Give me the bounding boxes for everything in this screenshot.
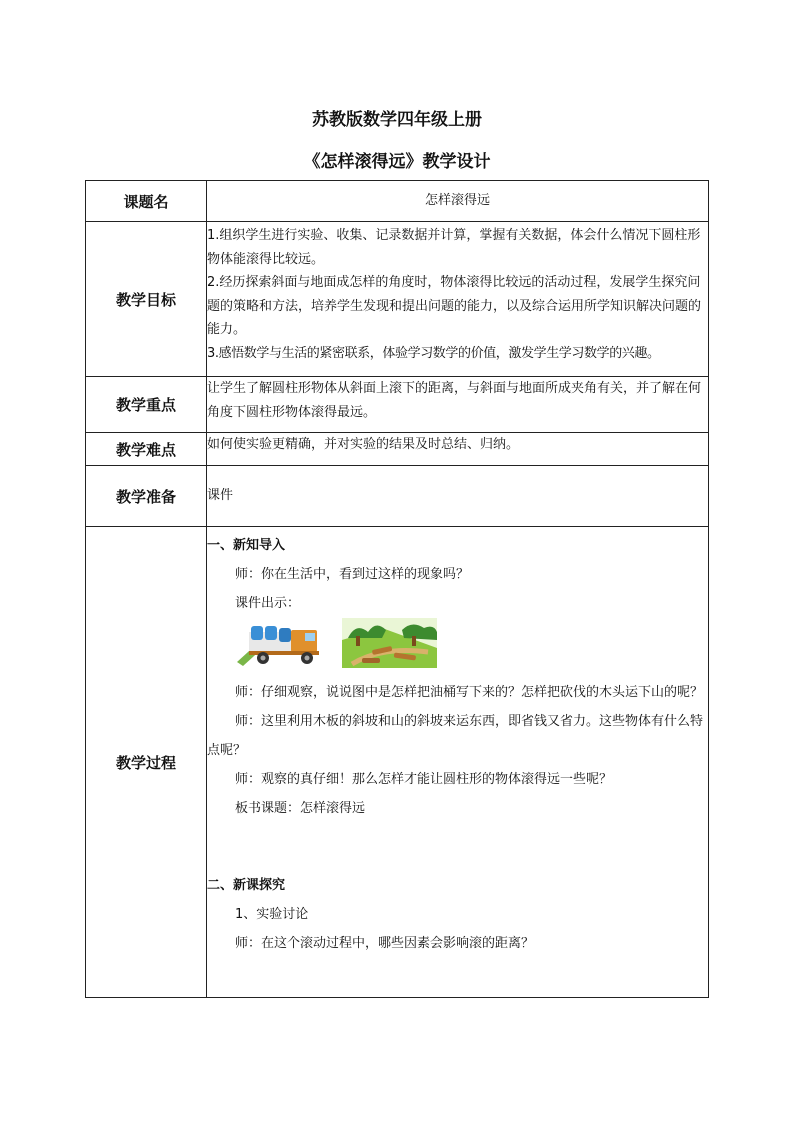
document-title: 苏教版数学四年级上册 [312, 110, 482, 130]
key-points-value: 让学生了解圆柱形物体从斜面上滚下的距离，与斜面与地面所成夹角有关，并了解在何角度下圆柱形物体滚得最远。 [207, 377, 709, 433]
document-subtitle: 《怎样滚得远》教学设计 [303, 152, 491, 172]
key-points-label: 教学重点 [86, 377, 207, 433]
topic-label: 课题名 [86, 181, 207, 222]
process-line: 1、实验讨论 [235, 907, 309, 922]
process-line: 课件出示： [235, 596, 301, 611]
truck-unloading-barrels-image [235, 618, 330, 668]
process-paragraph: 师：这里利用木板的斜坡和山的斜坡来运东西，即省钱又省力。这些物体有什么特点呢？ [207, 714, 704, 758]
table-row [86, 527, 709, 998]
difficulties-label: 教学难点 [86, 433, 207, 466]
process-content [207, 527, 709, 998]
objectives-label: 教学目标 [86, 222, 207, 377]
lesson-plan-table [85, 180, 709, 998]
section-heading: 二、新课探究 [207, 878, 286, 893]
objective-item: 2.经历探索斜面与地面成怎样的角度时，物体滚得比较远的活动过程，发展学生探究问题的策略和方法，培养学生发现和提出问题的能力，以及综合运用所学知识解决问题的能力。 [207, 275, 702, 337]
preparation-label: 教学准备 [86, 466, 207, 527]
process-paragraph: 师：仔细观察，说说图中是怎样把油桶写下来的？怎样把砍伐的木头运下山的呢？ [235, 685, 704, 700]
objective-item: 3.感悟数学与生活的紧密联系，体验学习数学的价值，激发学生学习数学的兴趣。 [207, 345, 660, 361]
objective-item: 1.组织学生进行实验、收集、记录数据并计算，掌握有关数据，体会什么情况下圆柱形物体能滚得比较远。 [207, 228, 701, 267]
process-line: 师：观察的真仔细！那么怎样才能让圆柱形的物体滚得远一些呢？ [235, 772, 613, 787]
table-row [86, 222, 709, 377]
spacer [207, 823, 708, 871]
process-label: 教学过程 [86, 527, 207, 998]
objectives-content [207, 222, 709, 377]
preparation-value: 课件 [207, 466, 709, 527]
process-line: 师：在这个滚动过程中，哪些因素会影响滚的距离？ [235, 936, 535, 951]
courseware-images [207, 618, 708, 678]
table-row [86, 377, 709, 433]
table-row [86, 433, 709, 466]
table-row [86, 181, 709, 222]
process-line: 师：你在生活中，看到过这样的现象吗？ [235, 567, 470, 582]
topic-value: 怎样滚得远 [207, 181, 709, 222]
section-heading: 一、新知导入 [207, 538, 286, 553]
process-line: 板书课题：怎样滚得远 [235, 801, 366, 816]
logs-rolling-downhill-image [342, 618, 437, 668]
table-row [86, 466, 709, 527]
difficulties-value: 如何使实验更精确，并对实验的结果及时总结、归纳。 [207, 433, 709, 466]
